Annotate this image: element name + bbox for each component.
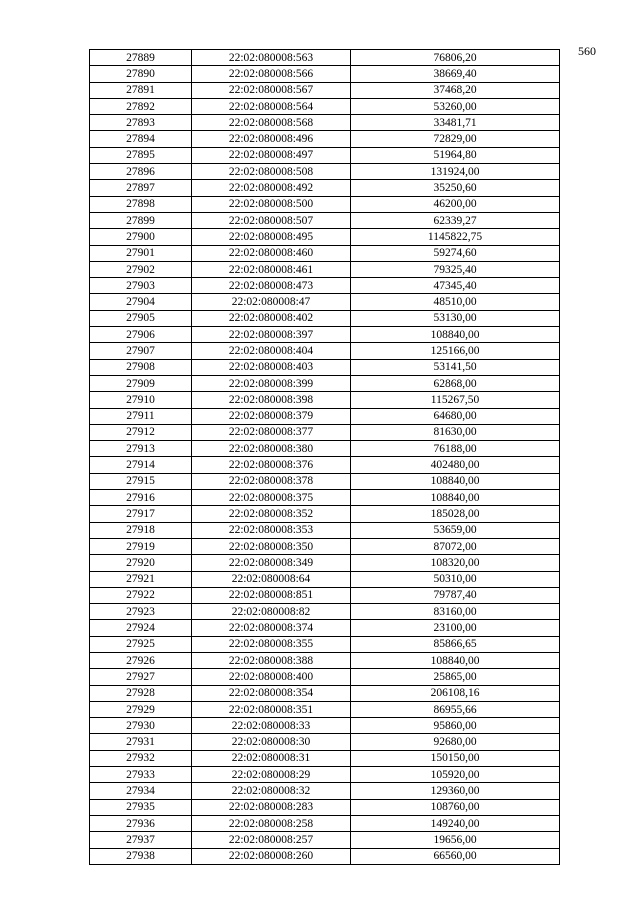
row-number-cell: 27938 — [90, 848, 192, 864]
cadastral-number-cell: 22:02:080008:460 — [192, 245, 351, 261]
table-row — [90, 392, 560, 408]
row-number-cell: 27933 — [90, 767, 192, 783]
table-row — [90, 799, 560, 815]
row-number-cell: 27892 — [90, 98, 192, 114]
cadastral-value-cell: 108840,00 — [351, 490, 560, 506]
cadastral-number-cell: 22:02:080008:495 — [192, 229, 351, 245]
row-number-cell: 27912 — [90, 424, 192, 440]
row-number-cell: 27905 — [90, 310, 192, 326]
row-number-cell: 27908 — [90, 359, 192, 375]
table-row — [90, 82, 560, 98]
cadastral-value-cell: 62868,00 — [351, 375, 560, 391]
cadastral-number-cell: 22:02:080008:64 — [192, 571, 351, 587]
row-number-cell: 27918 — [90, 522, 192, 538]
table-row — [90, 815, 560, 831]
row-number-cell: 27898 — [90, 196, 192, 212]
cadastral-value-cell: 79787,40 — [351, 587, 560, 603]
row-number-cell: 27889 — [90, 50, 192, 66]
row-number-cell: 27937 — [90, 832, 192, 848]
cadastral-value-cell: 86955,66 — [351, 701, 560, 717]
table-row — [90, 441, 560, 457]
cadastral-value-cell: 129360,00 — [351, 783, 560, 799]
cadastral-number-cell: 22:02:080008:376 — [192, 457, 351, 473]
cadastral-value-cell: 95860,00 — [351, 718, 560, 734]
row-number-cell: 27929 — [90, 701, 192, 717]
table-row — [90, 245, 560, 261]
page-number: 560 — [578, 44, 596, 58]
cadastral-number-cell: 22:02:080008:375 — [192, 490, 351, 506]
cadastral-value-cell: 50310,00 — [351, 571, 560, 587]
cadastral-number-cell: 22:02:080008:349 — [192, 555, 351, 571]
cadastral-value-cell: 72829,00 — [351, 131, 560, 147]
row-number-cell: 27910 — [90, 392, 192, 408]
cadastral-number-cell: 22:02:080008:398 — [192, 392, 351, 408]
cadastral-value-cell: 46200,00 — [351, 196, 560, 212]
cadastral-value-cell: 105920,00 — [351, 767, 560, 783]
table-row — [90, 343, 560, 359]
cadastral-number-cell: 22:02:080008:402 — [192, 310, 351, 326]
cadastral-number-cell: 22:02:080008:851 — [192, 587, 351, 603]
row-number-cell: 27924 — [90, 620, 192, 636]
row-number-cell: 27900 — [90, 229, 192, 245]
cadastral-number-cell: 22:02:080008:30 — [192, 734, 351, 750]
cadastral-number-cell: 22:02:080008:257 — [192, 832, 351, 848]
table-row — [90, 359, 560, 375]
cadastral-number-cell: 22:02:080008:353 — [192, 522, 351, 538]
table-row — [90, 767, 560, 783]
cadastral-number-cell: 22:02:080008:260 — [192, 848, 351, 864]
row-number-cell: 27927 — [90, 669, 192, 685]
cadastral-number-cell: 22:02:080008:47 — [192, 294, 351, 310]
cadastral-number-cell: 22:02:080008:507 — [192, 212, 351, 228]
row-number-cell: 27915 — [90, 473, 192, 489]
cadastral-number-cell: 22:02:080008:567 — [192, 82, 351, 98]
cadastral-number-cell: 22:02:080008:473 — [192, 278, 351, 294]
table-row — [90, 327, 560, 343]
cadastral-number-cell: 22:02:080008:568 — [192, 115, 351, 131]
cadastral-value-cell: 37468,20 — [351, 82, 560, 98]
cadastral-value-cell: 53659,00 — [351, 522, 560, 538]
cadastral-value-cell: 38669,40 — [351, 66, 560, 82]
table-row — [90, 620, 560, 636]
row-number-cell: 27917 — [90, 506, 192, 522]
cadastral-value-cell: 185028,00 — [351, 506, 560, 522]
table-row — [90, 701, 560, 717]
row-number-cell: 27902 — [90, 261, 192, 277]
table-row — [90, 457, 560, 473]
cadastral-number-cell: 22:02:080008:404 — [192, 343, 351, 359]
table-row — [90, 115, 560, 131]
cadastral-value-cell: 87072,00 — [351, 538, 560, 554]
row-number-cell: 27897 — [90, 180, 192, 196]
cadastral-value-cell: 92680,00 — [351, 734, 560, 750]
table-row — [90, 555, 560, 571]
table-row — [90, 164, 560, 180]
cadastral-value-cell: 35250,60 — [351, 180, 560, 196]
row-number-cell: 27923 — [90, 604, 192, 620]
cadastral-number-cell: 22:02:080008:500 — [192, 196, 351, 212]
table-row — [90, 294, 560, 310]
table-row — [90, 522, 560, 538]
table-row — [90, 750, 560, 766]
cadastral-value-cell: 62339,27 — [351, 212, 560, 228]
row-number-cell: 27921 — [90, 571, 192, 587]
cadastral-value-cell: 79325,40 — [351, 261, 560, 277]
table-row — [90, 50, 560, 66]
cadastral-number-cell: 22:02:080008:377 — [192, 424, 351, 440]
row-number-cell: 27896 — [90, 164, 192, 180]
cadastral-number-cell: 22:02:080008:378 — [192, 473, 351, 489]
row-number-cell: 27930 — [90, 718, 192, 734]
cadastral-number-cell: 22:02:080008:403 — [192, 359, 351, 375]
row-number-cell: 27914 — [90, 457, 192, 473]
table-row — [90, 261, 560, 277]
row-number-cell: 27890 — [90, 66, 192, 82]
cadastral-number-cell: 22:02:080008:380 — [192, 441, 351, 457]
row-number-cell: 27909 — [90, 375, 192, 391]
table-row — [90, 408, 560, 424]
cadastral-value-cell: 81630,00 — [351, 424, 560, 440]
cadastral-number-cell: 22:02:080008:388 — [192, 652, 351, 668]
row-number-cell: 27901 — [90, 245, 192, 261]
cadastral-number-cell: 22:02:080008:33 — [192, 718, 351, 734]
row-number-cell: 27935 — [90, 799, 192, 815]
cadastral-value-cell: 76806,20 — [351, 50, 560, 66]
cadastral-number-cell: 22:02:080008:397 — [192, 327, 351, 343]
row-number-cell: 27932 — [90, 750, 192, 766]
table-row — [90, 587, 560, 603]
table-row — [90, 636, 560, 652]
cadastral-value-cell: 131924,00 — [351, 164, 560, 180]
table-row — [90, 734, 560, 750]
cadastral-number-cell: 22:02:080008:563 — [192, 50, 351, 66]
row-number-cell: 27904 — [90, 294, 192, 310]
table-row — [90, 538, 560, 554]
row-number-cell: 27907 — [90, 343, 192, 359]
cadastral-number-cell: 22:02:080008:400 — [192, 669, 351, 685]
table-body — [90, 50, 560, 865]
cadastral-value-cell: 108760,00 — [351, 799, 560, 815]
row-number-cell: 27895 — [90, 147, 192, 163]
cadastral-value-cell: 48510,00 — [351, 294, 560, 310]
table-row — [90, 718, 560, 734]
cadastral-value-cell: 108320,00 — [351, 555, 560, 571]
table-row — [90, 571, 560, 587]
table-row — [90, 375, 560, 391]
cadastral-value-cell: 125166,00 — [351, 343, 560, 359]
table-row — [90, 66, 560, 82]
cadastral-number-cell: 22:02:080008:564 — [192, 98, 351, 114]
row-number-cell: 27911 — [90, 408, 192, 424]
table-row — [90, 685, 560, 701]
cadastral-value-cell: 85866,65 — [351, 636, 560, 652]
cadastral-value-cell: 25865,00 — [351, 669, 560, 685]
cadastral-value-cell: 115267,50 — [351, 392, 560, 408]
cadastral-number-cell: 22:02:080008:355 — [192, 636, 351, 652]
row-number-cell: 27926 — [90, 652, 192, 668]
cadastral-number-cell: 22:02:080008:496 — [192, 131, 351, 147]
cadastral-number-cell: 22:02:080008:354 — [192, 685, 351, 701]
cadastral-value-cell: 23100,00 — [351, 620, 560, 636]
cadastral-value-cell: 64680,00 — [351, 408, 560, 424]
row-number-cell: 27920 — [90, 555, 192, 571]
row-number-cell: 27934 — [90, 783, 192, 799]
row-number-cell: 27919 — [90, 538, 192, 554]
row-number-cell: 27922 — [90, 587, 192, 603]
cadastral-number-cell: 22:02:080008:399 — [192, 375, 351, 391]
table-row — [90, 98, 560, 114]
cadastral-number-cell: 22:02:080008:461 — [192, 261, 351, 277]
cadastral-value-cell: 149240,00 — [351, 815, 560, 831]
row-number-cell: 27936 — [90, 815, 192, 831]
table-row — [90, 229, 560, 245]
cadastral-value-cell: 76188,00 — [351, 441, 560, 457]
cadastral-value-cell: 53130,00 — [351, 310, 560, 326]
cadastral-number-cell: 22:02:080008:32 — [192, 783, 351, 799]
cadastral-value-cell: 108840,00 — [351, 327, 560, 343]
cadastral-value-cell: 402480,00 — [351, 457, 560, 473]
cadastral-number-cell: 22:02:080008:258 — [192, 815, 351, 831]
row-number-cell: 27916 — [90, 490, 192, 506]
table-row — [90, 506, 560, 522]
row-number-cell: 27931 — [90, 734, 192, 750]
row-number-cell: 27903 — [90, 278, 192, 294]
cadastral-value-cell: 53141,50 — [351, 359, 560, 375]
cadastral-value-cell: 47345,40 — [351, 278, 560, 294]
table-row — [90, 669, 560, 685]
cadastral-value-cell: 51964,80 — [351, 147, 560, 163]
cadastral-value-cell: 66560,00 — [351, 848, 560, 864]
table-row — [90, 473, 560, 489]
cadastral-number-cell: 22:02:080008:350 — [192, 538, 351, 554]
cadastral-number-cell: 22:02:080008:492 — [192, 180, 351, 196]
row-number-cell: 27913 — [90, 441, 192, 457]
cadastral-value-cell: 19656,00 — [351, 832, 560, 848]
cadastral-value-cell: 108840,00 — [351, 473, 560, 489]
cadastral-number-cell: 22:02:080008:566 — [192, 66, 351, 82]
row-number-cell: 27893 — [90, 115, 192, 131]
row-number-cell: 27928 — [90, 685, 192, 701]
cadastral-number-cell: 22:02:080008:374 — [192, 620, 351, 636]
cadastral-value-cell: 33481,71 — [351, 115, 560, 131]
table-row — [90, 131, 560, 147]
cadastral-value-table — [89, 49, 560, 865]
cadastral-value-cell: 53260,00 — [351, 98, 560, 114]
row-number-cell: 27906 — [90, 327, 192, 343]
row-number-cell: 27891 — [90, 82, 192, 98]
cadastral-number-cell: 22:02:080008:508 — [192, 164, 351, 180]
row-number-cell: 27925 — [90, 636, 192, 652]
cadastral-number-cell: 22:02:080008:352 — [192, 506, 351, 522]
table-row — [90, 604, 560, 620]
cadastral-number-cell: 22:02:080008:31 — [192, 750, 351, 766]
cadastral-number-cell: 22:02:080008:351 — [192, 701, 351, 717]
table-row — [90, 147, 560, 163]
table-row — [90, 783, 560, 799]
cadastral-value-cell: 150150,00 — [351, 750, 560, 766]
cadastral-value-cell: 108840,00 — [351, 652, 560, 668]
table-row — [90, 180, 560, 196]
table-row — [90, 310, 560, 326]
cadastral-number-cell: 22:02:080008:283 — [192, 799, 351, 815]
table-row — [90, 196, 560, 212]
row-number-cell: 27894 — [90, 131, 192, 147]
cadastral-value-cell: 83160,00 — [351, 604, 560, 620]
table-row — [90, 424, 560, 440]
cadastral-number-cell: 22:02:080008:82 — [192, 604, 351, 620]
cadastral-number-cell: 22:02:080008:497 — [192, 147, 351, 163]
cadastral-value-cell: 59274,60 — [351, 245, 560, 261]
table-row — [90, 278, 560, 294]
cadastral-value-cell: 206108,16 — [351, 685, 560, 701]
table-row — [90, 212, 560, 228]
cadastral-number-cell: 22:02:080008:29 — [192, 767, 351, 783]
table-row — [90, 652, 560, 668]
table-row — [90, 490, 560, 506]
table-row — [90, 832, 560, 848]
cadastral-value-cell: 1145822,75 — [351, 229, 560, 245]
cadastral-number-cell: 22:02:080008:379 — [192, 408, 351, 424]
table-row — [90, 848, 560, 864]
row-number-cell: 27899 — [90, 212, 192, 228]
